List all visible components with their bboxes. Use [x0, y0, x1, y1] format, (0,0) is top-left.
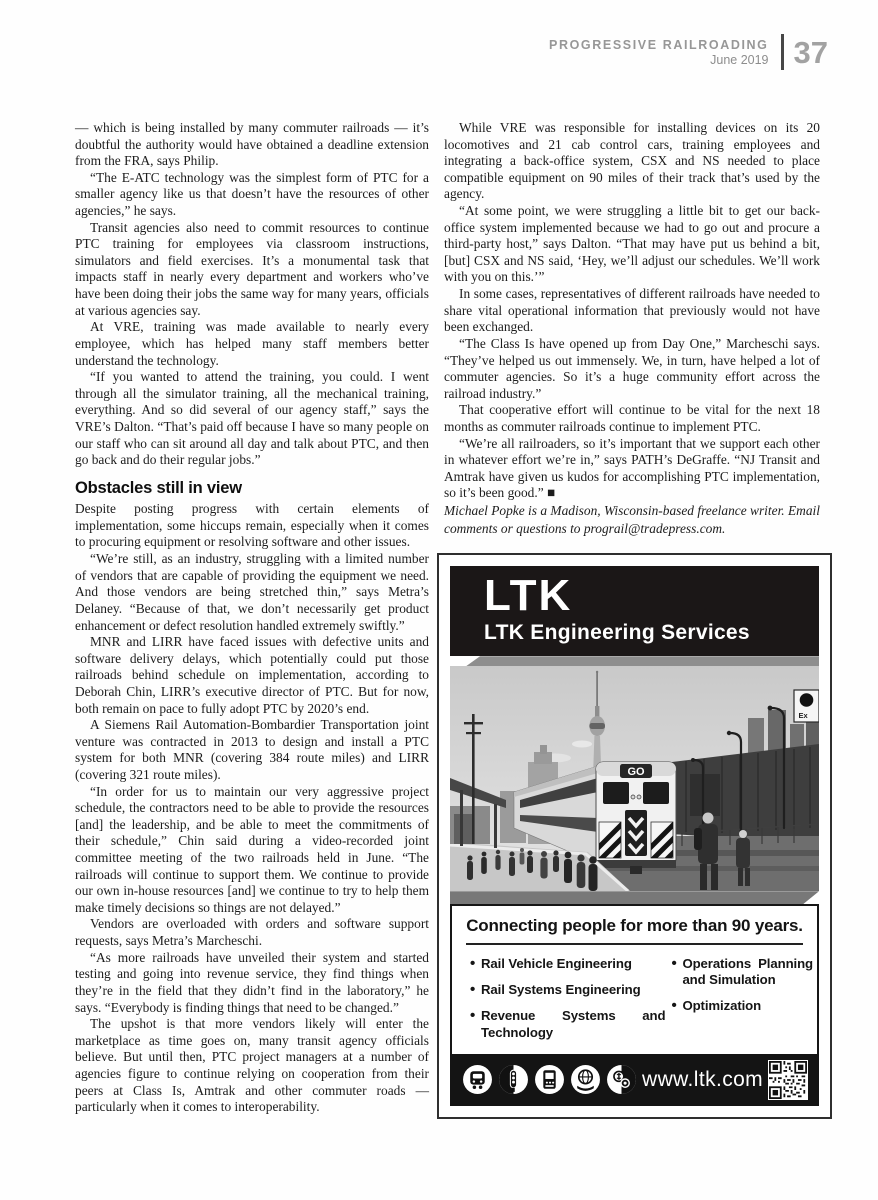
service-item: • Operations Planning and Simulation: [671, 956, 813, 988]
page-header: [549, 34, 828, 70]
service-item: • Optimization: [671, 998, 813, 1014]
website-url: www.ltk.com: [642, 1067, 764, 1091]
paragraph: “The Class Is have opened up from Day One,” Marcheschi says. “They’ve helped us out immensely. We, in turn, have helped a lot of commuter agencies. So it’s a huge community effort across the railroad industry.”: [444, 335, 820, 401]
fare-device-icon: [534, 1064, 565, 1095]
train-platform-photo: [450, 666, 819, 891]
service-item: • Revenue Systems and Technology: [470, 1008, 665, 1040]
paragraph: “As more railroads have unveiled their system and started testing and going into revenue service, they find things when they’re in the field that they didn’t find in the laboratory,” he says. “Everybody is finding things that need to be changed.”: [75, 949, 429, 1015]
paragraph: “The E-ATC technology was the simplest form of PTC for a smaller agency like us that doesn’t have the resources of other agencies,” he says.: [75, 169, 429, 219]
paragraph: That cooperative effort will continue to be vital for the next 18 months as commuter railroads continue to implement PTC.: [444, 402, 820, 434]
paragraph: Vendors are overloaded with orders and software support requests, says Metra’s Marcheschi.: [75, 916, 429, 949]
photo-footer-bar: [450, 891, 819, 904]
qr-code: [768, 1060, 808, 1100]
globe-hand-icon: [570, 1064, 601, 1095]
issue-date: June 2019: [710, 52, 769, 67]
money-gears-icon: [606, 1064, 637, 1095]
ad-bottom-bar: [450, 1054, 819, 1106]
paragraph: “We’re still, as an industry, struggling with a limited number of vendors that are capable of providing the equipment we need. And those vendors are being stretched thin,” says Metra’s Delaney. “Because of that, we don’t necessarily get product enhancement or defect resolution handled extremely swiftly.”: [75, 551, 429, 633]
page-number: 37: [793, 34, 828, 70]
paragraph: While VRE was responsible for installing devices on its 20 locomotives and 21 cab control cars, training employees and integrating a back-office system, CSX and NS needed to place compatible equipment on 90 miles of their track that’s used by the agency.: [444, 120, 820, 202]
publication-name: PROGRESSIVE RAILROADING: [549, 37, 769, 52]
left-column: [75, 120, 429, 1119]
service-item: • Rail Vehicle Engineering: [470, 956, 665, 972]
ad-tagline: Connecting people for more than 90 years.: [466, 916, 803, 936]
go-train-front: [596, 762, 676, 878]
ad-info-box: [450, 904, 819, 1053]
author-byline: Michael Popke is a Madison, Wisconsin-based freelance writer. Email comments or questions to prograil@tradepress.com.: [444, 503, 820, 536]
banner-shadow: [450, 656, 819, 666]
ltk-logo-subtitle: LTK Engineering Services: [484, 621, 750, 645]
section-heading: Obstacles still in view: [75, 478, 242, 497]
paragraph: Transit agencies also need to commit resources to continue PTC training for employees via classroom instructions, simulators and field exercises. It’s a monumental task that impacts staff in nearly every department and workers who’ve have been doing their jobs the same way for many years, officials at various agencies say.: [75, 219, 429, 318]
paragraph: “In order for us to maintain our very aggressive project schedule, the contractors need to be able to provide the resources [and] the leadership, and be able to meet the commitments of their schedule,” Chin said during a video-recorded joint committee meeting of the two railroads held in June. “The railroads will continue to support them. We continue to provide our own in-house resources [and] we continue to try to help them make timely decisions so things are not delayed.”: [75, 783, 429, 915]
paragraph: At VRE, training was made available to nearly every employee, which has helped many staff members better understand the technology.: [75, 319, 429, 368]
paragraph: The upshot is that more vendors likely will enter the marketplace as time goes on, many transit agency officials believe. But until then, PTC project managers at a number of agencies figure to continue relying on cooperation from their peers at Class Is, Amtrak and other commuter roads — particularly when it comes to interoperability.: [75, 1016, 429, 1115]
service-item: • Rail Systems Engineering: [470, 982, 665, 998]
paragraph: “If you wanted to attend the training, you could. I went through all the simulator training, all the mechanical training, everything. And so did several of our agency staff,” says the VRE’s Dalton. “That’s paid off because I have so many people on our staff who can sit around all day and talk about PTC, and then go back and do their regular jobs.”: [75, 369, 429, 468]
exit-sign-label: Ex: [798, 711, 808, 721]
signal-icon: [498, 1064, 529, 1095]
paragraph: — which is being installed by many commuter railroads — it’s doubtful the authority would have obtained a deadline extension from the FRA, says Philip.: [75, 120, 429, 169]
train-icon: [462, 1064, 493, 1095]
paragraph: “At some point, we were struggling a little bit to get our back-office system implemented because we had to go out and procure a third-party host,” says Dalton. “That may have put us behind a bit, [but] CSX and NS said, ‘Hey, we’ll adjust our schedules. We’ll work with you on this.’”: [444, 203, 820, 285]
ad-banner: [450, 566, 819, 656]
ad-photo: [450, 666, 819, 891]
service-list-right: [665, 956, 813, 1040]
article-body: [75, 120, 820, 1119]
paragraph: Despite posting progress with certain elements of implementation, some hiccups remain, especially when it comes to procuring equipment or resolving software and other issues.: [75, 501, 429, 550]
ltk-advertisement: [437, 553, 832, 1118]
paragraph: MNR and LIRR have faced issues with defective units and software delivery delays, which potentially could put those railroads behind schedule on implementation, according to Deborah Chin, LIRR’s executive director of PTC. But for now, both remain on pace to fully adopt PTC by 2020’s end.: [75, 634, 429, 716]
paragraph: In some cases, representatives of different railroads have needed to share vital operational information that previously would not have been exchanged.: [444, 286, 820, 335]
service-list-left: [464, 956, 665, 1040]
ltk-logo: LTK: [484, 571, 573, 621]
publication-block: [549, 38, 768, 67]
header-divider: [781, 34, 784, 70]
right-column: [444, 120, 820, 1119]
exit-sign: [794, 690, 819, 722]
paragraph: “We’re all railroaders, so it’s important that we support each other in whatever effort we’re in,” says PATH’s DeGraffe. “NJ Transit and Amtrak have given us kudos for accomplishing PTC implementation, so it’s been good.” ■: [444, 435, 820, 501]
service-list: [452, 945, 817, 1053]
paragraph: A Siemens Rail Automation-Bombardier Transportation joint venture was contracted in 2013 to design and install a PTC system for both MNR (covering 384 route miles) and LIRR (covering 321 route miles).: [75, 717, 429, 782]
go-logo: GO: [627, 766, 645, 779]
